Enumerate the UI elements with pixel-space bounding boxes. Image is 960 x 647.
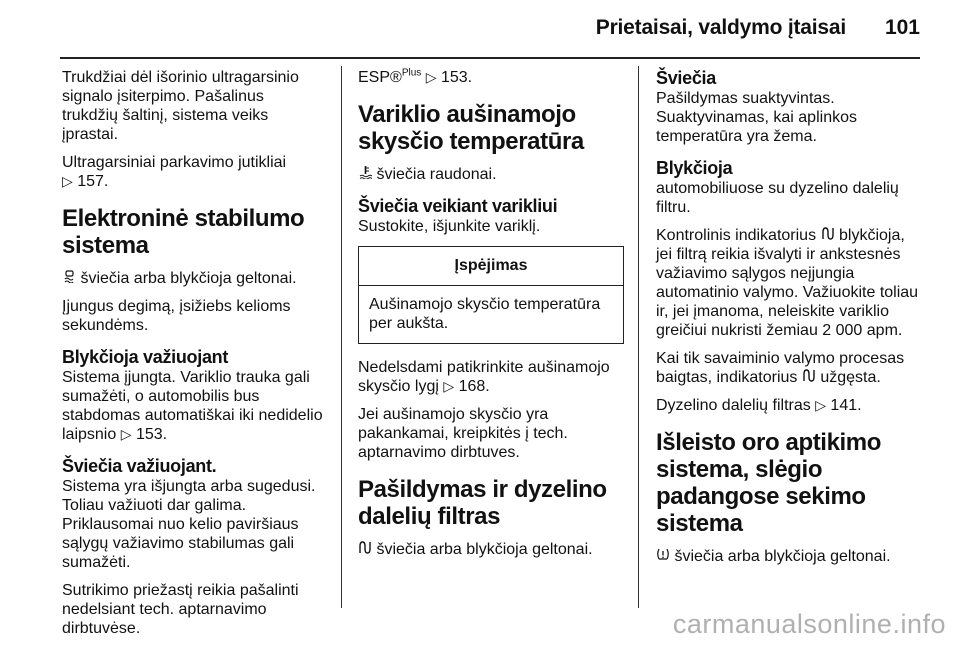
paragraph: Jei aušinamojo skysčio yra pakankamai, kreipkitės į tech. aptarnavimo dirbtuves. bbox=[358, 406, 568, 461]
column-3 bbox=[656, 68, 924, 575]
paragraph: Įjungus degimą, įsižiebs kelioms sekundėms. bbox=[62, 298, 291, 334]
paragraph bbox=[62, 368, 324, 444]
paragraph bbox=[358, 358, 624, 396]
column-1 bbox=[62, 68, 324, 647]
text: šviečia arba blykčioja geltonai. bbox=[674, 548, 891, 565]
page-ref[interactable]: 168. bbox=[458, 378, 490, 395]
paragraph bbox=[656, 349, 924, 387]
superscript: Plus bbox=[401, 67, 422, 79]
column-2 bbox=[358, 68, 624, 568]
warning-body: Aušinamojo skysčio temperatūra per aukšta. bbox=[369, 296, 601, 332]
text: Ultragarsiniai parkavimo jutikliai bbox=[62, 154, 287, 171]
paragraph bbox=[656, 396, 924, 415]
text: Kontrolinis indikatorius bbox=[656, 227, 817, 244]
text: Kai tik savaiminio valymo procesas baigtas, indikatorius bbox=[656, 350, 905, 386]
page-number: 101 bbox=[884, 16, 920, 39]
paragraph bbox=[62, 153, 324, 191]
page-header bbox=[0, 0, 960, 58]
paragraph: automobiliuose su dyzelino dalelių filtru. bbox=[656, 180, 899, 216]
paragraph bbox=[358, 68, 624, 87]
page-ref[interactable]: 141. bbox=[830, 397, 862, 414]
paragraph bbox=[358, 540, 624, 559]
column-divider-2 bbox=[638, 66, 639, 608]
column-divider-1 bbox=[341, 66, 342, 608]
paragraph bbox=[62, 269, 324, 288]
page-ref[interactable]: 153. bbox=[440, 69, 473, 86]
ref-arrow-icon: ▷ bbox=[443, 378, 455, 394]
paragraph bbox=[656, 547, 924, 566]
text: Dyzelino dalelių filtras bbox=[656, 397, 811, 414]
preheat-coil-icon bbox=[821, 226, 835, 245]
heading-running: Šviečia veikiant varikliui bbox=[358, 196, 558, 216]
text: šviečia raudonai. bbox=[376, 166, 497, 183]
preheat-coil-icon bbox=[802, 368, 816, 387]
text: Nedelsdami patikrinkite aušinamojo skysčio lygį bbox=[358, 359, 610, 395]
heading-tyre: Išleisto oro aptikimo sistema, slėgio padangose sekimo sistema bbox=[656, 429, 881, 537]
ref-arrow-icon: ▷ bbox=[120, 426, 132, 442]
text: ESP® bbox=[358, 69, 402, 86]
ref-arrow-icon: ▷ bbox=[62, 173, 73, 189]
text: užgęsta. bbox=[820, 369, 881, 386]
paragraph: Sustokite, išjunkite variklį. bbox=[358, 218, 541, 235]
text: šviečia arba blykčioja geltonai. bbox=[80, 270, 297, 287]
page-ref[interactable]: 153. bbox=[135, 426, 168, 443]
heading-esp: Elektroninė stabilumo sistema bbox=[62, 205, 305, 259]
heading-preheat: Pašildymas ir dyzelino dalelių filtras bbox=[358, 476, 607, 530]
paragraph: Trukdžiai dėl išorinio ultragarsinio signalo įsiterpimo. Pašalinus trukdžių šaltinį, sistema veiks įprastai. bbox=[62, 69, 299, 143]
page-ref[interactable]: 157. bbox=[77, 173, 109, 190]
warning-title: Įspėjimas bbox=[359, 247, 623, 286]
header-divider bbox=[60, 57, 920, 59]
section-title: Prietaisai, valdymo įtaisai bbox=[595, 16, 846, 39]
tyre-pressure-icon bbox=[656, 547, 670, 566]
paragraph bbox=[656, 226, 924, 340]
esp-skid-icon bbox=[62, 269, 76, 288]
heading-lit: Šviečia bbox=[656, 68, 716, 88]
heading-blink: Blykčioja bbox=[656, 158, 733, 178]
watermark: carmanualsonline.info bbox=[672, 609, 946, 639]
paragraph: Sistema yra išjungta arba sugedusi. Toliau važiuoti dar galima. Priklausomai nuo kelio paviršiaus sąlygų važiavimo stabilumas gali sumažėti. bbox=[62, 478, 316, 571]
heading-coolant: Variklio aušinamojo skysčio temperatūra bbox=[358, 101, 584, 155]
heading-lit-driving: Šviečia važiuojant. bbox=[62, 456, 217, 476]
paragraph: Sutrikimo priežastį reikia pašalinti nedelsiant tech. aptarnavimo dirbtuvėse. bbox=[62, 582, 299, 637]
preheat-coil-icon bbox=[358, 540, 372, 559]
warning-box bbox=[358, 246, 624, 344]
coolant-temperature-icon bbox=[358, 165, 372, 184]
heading-blink-driving: Blykčioja važiuojant bbox=[62, 347, 229, 367]
text: blykčioja, jei filtrą reikia išvalyti ir ankstesnės važiavimo sąlygos neįjungia automatinio valymo. Važiuokite toliau ir, jei įmanoma, neleiskite variklio greičiui nukristi žemiau 2 000 apm. bbox=[656, 227, 919, 339]
ref-arrow-icon: ▷ bbox=[425, 69, 437, 85]
text: Sistema įjungta. Variklio trauka gali sumažėti, o automobilis bus stabdomas automatiškai iki nedidelio laipsnio bbox=[62, 369, 323, 443]
paragraph: Pašildymas suaktyvintas. Suaktyvinamas, kai aplinkos temperatūra yra žema. bbox=[656, 90, 857, 145]
paragraph bbox=[358, 165, 624, 184]
ref-arrow-icon: ▷ bbox=[815, 397, 826, 413]
text: šviečia arba blykčioja geltonai. bbox=[376, 541, 593, 558]
